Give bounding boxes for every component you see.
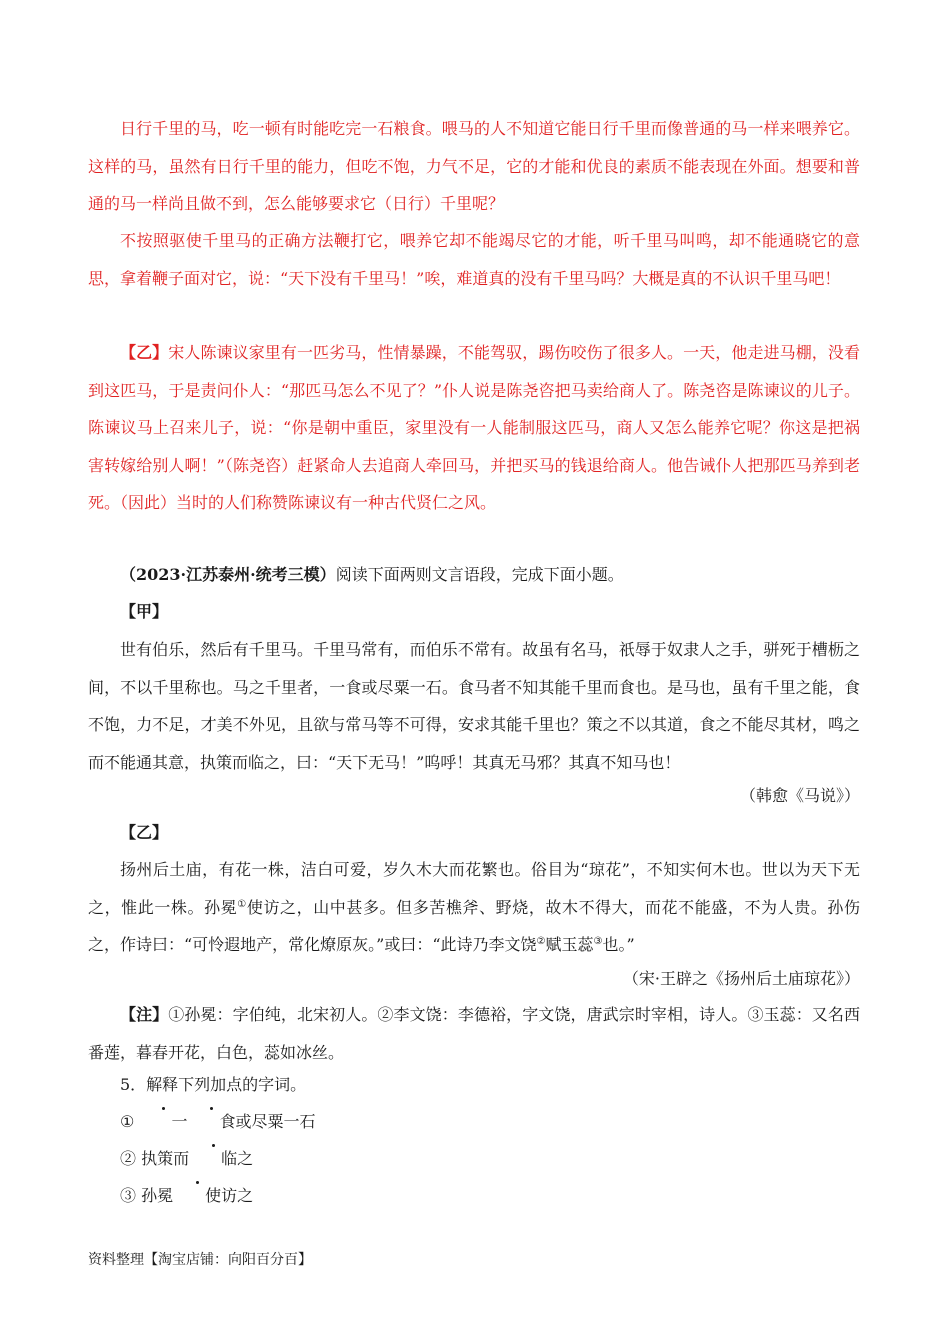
note-text: ①孙冕：字伯纯，北宋初人。②李文饶：李德裕，字文饶，唐武宗时宰相，诗人。③玉蕊：又名西番莲，暮春开花，白色，蕊如冰丝。	[88, 1005, 860, 1062]
item-3-prefix: 孙冕	[141, 1186, 174, 1205]
item-3-dotted-char: 使	[173, 1177, 221, 1215]
yi-text-part-3: 赋玉蕊	[545, 935, 594, 954]
annotation-note	[88, 996, 860, 1071]
item-1-rest: 或尽粟一石	[235, 1112, 316, 1131]
question-item-3	[88, 1177, 860, 1215]
question-intro	[88, 556, 860, 594]
note-label: 【注】	[120, 1005, 169, 1024]
question-source: （2023·江苏泰州·统考三模）	[120, 565, 336, 584]
item-1-dotted-char-2: 食	[187, 1103, 235, 1141]
item-2-number: ②	[120, 1149, 137, 1168]
question-item-2	[88, 1140, 860, 1178]
item-2-dotted-char: 临	[189, 1140, 237, 1178]
item-3-number: ③	[120, 1186, 137, 1205]
yi-text-part-2: 使访之，山中甚多。但多苦樵斧、野烧，故木不得大，而花不能盛，不为人贵。孙伤之，作诗曰：“可怜遐地产，常化燎原灰。”或曰：“此诗乃李文饶	[88, 897, 860, 954]
question-item-1	[88, 1103, 860, 1141]
yi-text-part-4: 也。”	[602, 935, 635, 954]
translation-yi-text: 宋人陈谏议家里有一匹劣马，性情暴躁，不能驾驭，踢伤咬伤了很多人。一天，他走进马棚，没看到这匹马，于是责问仆人：“那匹马怎么不见了？”仆人说是陈尧咨把马卖给商人了。陈尧咨是陈谏议的儿子。陈谏议马上召来儿子，说：“你是朝中重臣，家里没有一人能制服这匹马，商人又怎么能养它呢？你这是把祸害转嫁给别人啊！”（陈尧咨）赶紧命人去追商人牵回马，并把买马的钱退给商人。他告诫仆人把那匹马养到老死。（因此）当时的人们称赞陈谏议有一种古代贤仁之风。	[88, 343, 860, 512]
yi-text	[88, 851, 860, 964]
translation-paragraph-1: 日行千里的马，吃一顿有时能吃完一石粮食。喂马的人不知道它能日行千里而像普通的马一样来喂养它。这样的马，虽然有日行千里的能力，但吃不饱，力气不足，它的才能和优良的素质不能表现在外面。想要和普通的马一样尚且做不到，怎么能够要求它（日行）千里呢？	[88, 119, 860, 213]
jia-source: （韩愈《马说》）	[739, 786, 860, 805]
yi-text-part-1: 扬州后土庙，有花一株，洁白可爱，岁久木大而花繁也。俗目为“琼花”，不知实何木也。世以为天下无之，惟此一株。孙冕	[88, 860, 860, 917]
footnote-marker-3: ③	[593, 936, 603, 947]
jia-label: 【甲】	[120, 602, 169, 621]
footnote-marker-1: ①	[237, 898, 247, 910]
yi-label: 【乙】	[120, 823, 169, 842]
jia-text: 世有伯乐，然后有千里马。千里马常有，而伯乐不常有。故虽有名马，祇辱于奴隶人之手，骈死于槽枥之间，不以千里称也。马之千里者，一食或尽粟一石。食马者不知其能千里而食也。是马也，虽有千里之能，食不饱，力不足，才美不外见，且欲与常马等不可得，安求其能千里也？策之不以其道，食之不能尽其材，鸣之而不能通其意，执策而临之，曰：“天下无马！”呜呼！其真无马邪？其真不知马也！	[88, 640, 860, 772]
item-1-number: ①	[120, 1112, 135, 1131]
translation-paragraph-2: 不按照驱使千里马的正确方法鞭打它，喂养它却不能竭尽它的才能，听千里马叫鸣，却不能通晓它的意思，拿着鞭子面对它，说：“天下没有千里马！”唉，难道真的没有千里马吗？大概是真的不认识千里马吧！	[88, 231, 860, 288]
item-2-prefix: 执策而	[141, 1149, 190, 1168]
item-1-dotted-char-1: 一	[139, 1103, 187, 1141]
translation-yi-label: 【乙】	[120, 343, 169, 362]
item-3-rest: 访之	[221, 1186, 254, 1205]
question-5-prompt: 5．解释下列加点的字词。	[120, 1075, 307, 1094]
page-footer: 资料整理【淘宝店铺：向阳百分百】	[88, 1252, 312, 1268]
question-prompt: 阅读下面两则文言语段，完成下面小题。	[335, 565, 624, 584]
yi-source: （宋·王辟之《扬州后土庙琼花》）	[622, 969, 860, 988]
item-2-rest: 之	[237, 1149, 254, 1168]
translation-paragraph-yi	[88, 334, 860, 522]
footnote-marker-2: ②	[536, 936, 546, 947]
